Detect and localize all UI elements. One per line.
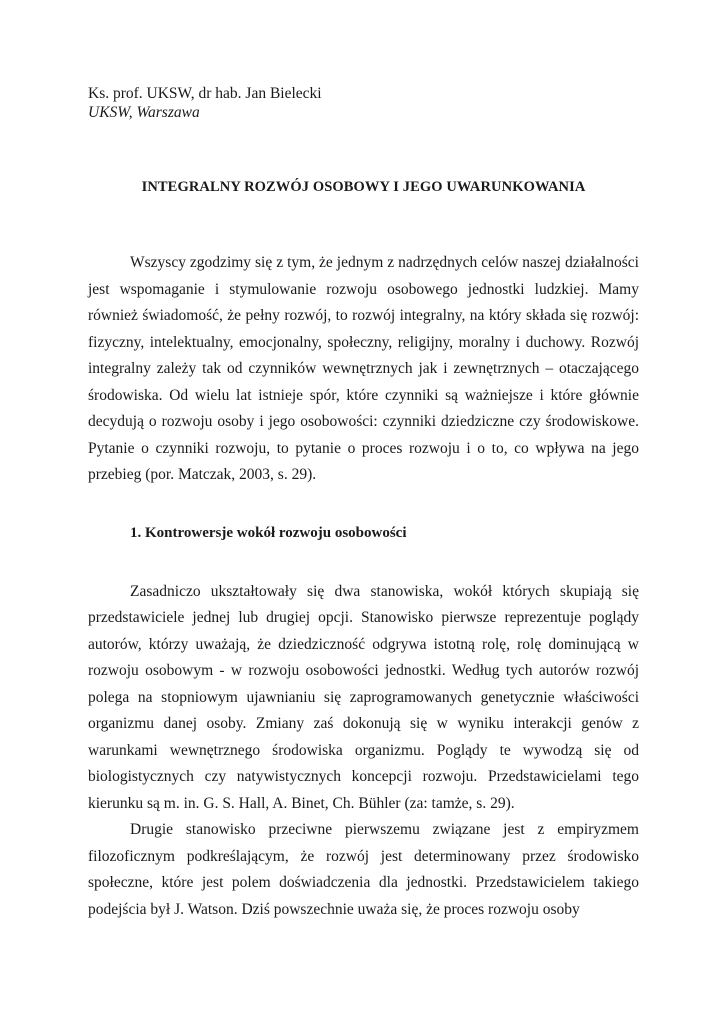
document-page: [88, 84, 639, 923]
section-heading: 1. Kontrowersje wokół rozwoju osobowości: [130, 524, 407, 541]
author-line: Ks. prof. UKSW, dr hab. Jan Bielecki: [88, 85, 322, 102]
document-title: INTEGRALNY ROZWÓJ OSOBOWY I JEGO UWARUNKOWANIA: [141, 179, 586, 195]
body-paragraph: Zasadniczo ukształtowały się dwa stanowiska, wokół których skupiają się przedstawiciele jednej lub drugiej opcji. Stanowisko pierwsze reprezentuje poglądy autorów, którzy uważają, że dziedziczność odgrywa istotną rolę, rolę dominującą w rozwoju osobowym - w rozwoju osobowości jednostki. Według tych autorów rozwój polega na stopniowym ujawnianiu się zaprogramowanych genetycznie właściwości organizmu danej osoby. Zmiany zaś dokonują się w wyniku interakcji genów z warunkami wewnętrznego środowiska organizmu. Poglądy te wywodzą się od biologistycznych czy natywistycznych koncepcji rozwoju. Przedstawicielami tego kierunku są m. in. G. S. Hall, A. Binet, Ch. Bühler (za: tamże, s. 29).: [88, 582, 639, 812]
affiliation-line: UKSW, Warszawa: [88, 104, 200, 121]
intro-paragraph: Wszyscy zgodzimy się z tym, że jednym z nadrzędnych celów naszej działalności jest wspomaganie i stymulowanie rozwoju osobowego jednostki ludzkiej. Mamy również świadomość, że pełny rozwój, to rozwój integralny, na który składa się rozwój: fizyczny, intelektualny, emocjonalny, społeczny, religijny, moralny i duchowy. Rozwój integralny zależy tak od czynników wewnętrznych jak i zewnętrznych – otaczającego środowiska. Od wielu lat istnieje spór, które czynniki są ważniejsze i które głównie decydują o rozwoju osoby i jego osobowości: czynniki dziedziczne czy środowiskowe. Pytanie o czynniki rozwoju, to pytanie o proces rozwoju i o to, co wpływa na jego przebieg (por. Matczak, 2003, s. 29).: [88, 254, 639, 483]
body-paragraph: Drugie stanowisko przeciwne pierwszemu związane jest z empiryzmem filozoficznym podkreślającym, że rozwój jest determinowany przez środowisko społeczne, które jest polem doświadczenia dla jednostki. Przedstawicielem takiego podejścia był J. Watson. Dziś powszechnie uważa się, że proces rozwoju osoby: [88, 821, 639, 918]
